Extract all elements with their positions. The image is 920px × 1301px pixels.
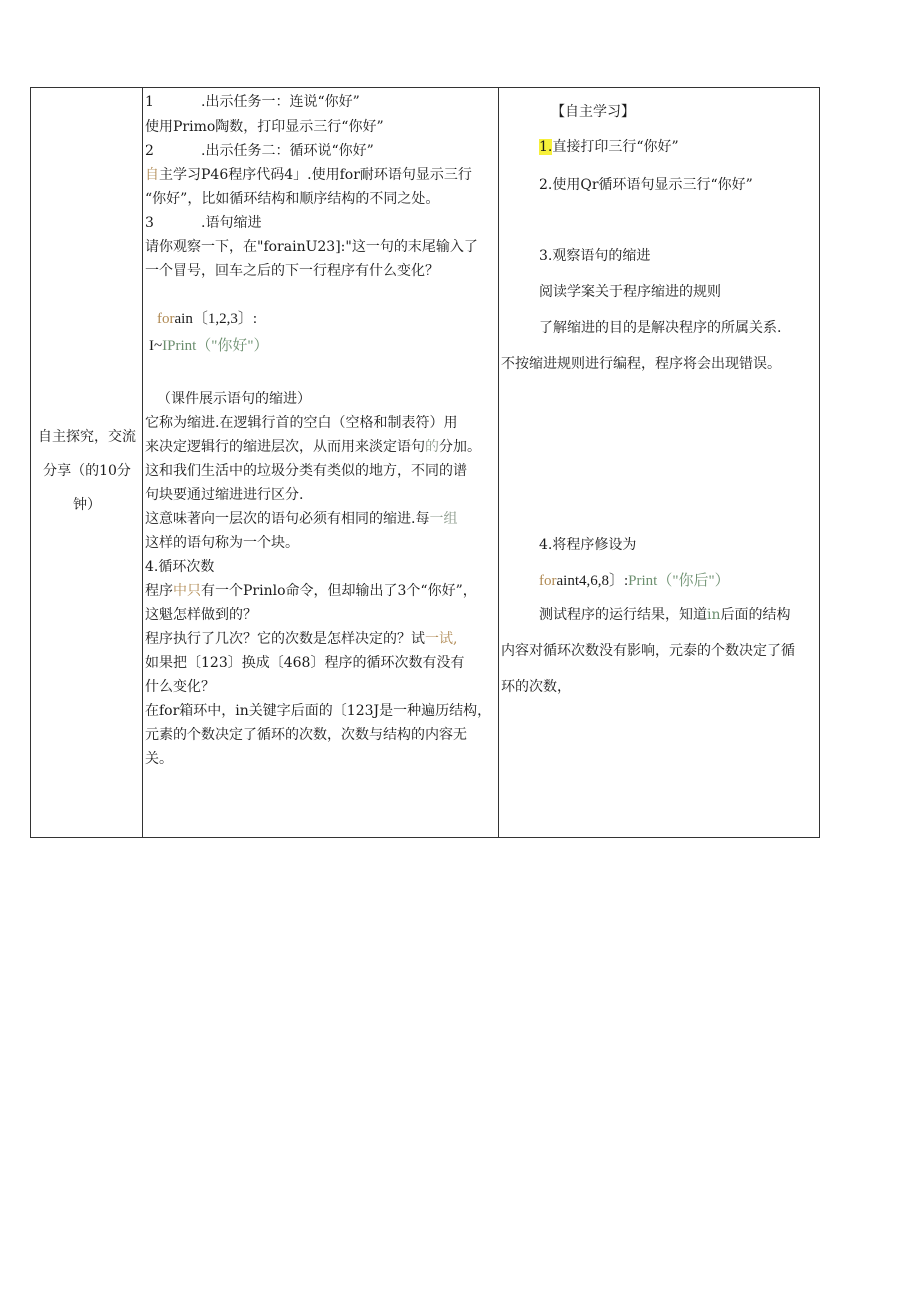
student-step-4-line: 内容对循环次数没有影响，元泰的个数决定了循 [501, 643, 795, 659]
indent-paragraph-line: 它称为缩进.在逻辑行首的空白（空格和制表符）用 [145, 415, 458, 431]
loop-paragraph-line [145, 581, 477, 601]
courseware-note: （课件展示语句的缩进） [157, 391, 311, 407]
task-title: .语句缩进 [201, 215, 262, 231]
student-step-4-line [539, 605, 791, 625]
code-text: ain [556, 573, 575, 589]
text-run: 这意味著向一层次的语句必须有相同的缩进.每 [145, 511, 430, 527]
task-number: 1 [145, 94, 154, 110]
task-1-desc: 使用Primo陶数，打印显示三行“你好” [145, 119, 384, 135]
faded-text: 自 [145, 167, 159, 183]
code-text: t4,6,8〕: [574, 573, 629, 589]
task-3-title [145, 213, 261, 233]
faded-text: 一试, [425, 631, 458, 647]
faded-text: 中只 [173, 583, 201, 599]
text-run: 测试程序的运行结果，知道 [539, 607, 707, 623]
student-step-3-line: 阅读学案关于程序缩进的规则 [539, 284, 721, 300]
code-call: IPrint（"你好"） [162, 338, 269, 354]
code-text: ain [174, 311, 193, 327]
text-run: 后面的结构 [720, 607, 791, 623]
task-2-desc-line [145, 165, 472, 185]
loop-paragraph-line: 关。 [145, 751, 173, 767]
section-label-line: 自主探究，交流 [38, 429, 136, 445]
student-step-3: 3.观察语句的缩进 [539, 248, 651, 264]
text-run: 程序执行了几次？它的次数是怎样决定的？试 [145, 631, 425, 647]
loop-paragraph-line: 元素的个数决定了循环的次数，次数与结构的内容无 [145, 727, 467, 743]
student-step-3-line: 了解缩进的目的是解决程序的所属关系. [539, 320, 782, 336]
text-run: 程序 [145, 583, 173, 599]
task-number: 2 [145, 143, 154, 159]
task-number: 3 [145, 215, 154, 231]
text-run: 分加。 [439, 439, 481, 455]
code-call: Print（"你后"） [628, 573, 730, 589]
loop-paragraph-line: 如果把〔123〕换成〔468〕程序的循环次数有没有 [145, 655, 465, 671]
student-code-line [539, 571, 730, 591]
text-run: 直接打印三行“你好” [552, 139, 679, 155]
indent-paragraph-line [145, 437, 481, 457]
highlighted-number: 1. [539, 139, 553, 155]
loop-paragraph-line: 在for箱环中，in关键字后面的〔123J是一种遍历结构， [145, 703, 492, 719]
text-run: 来决定逻辑行的缩进层次，从而用来淡定语句 [145, 439, 425, 455]
task-3-desc-line: 请你观察一下，在"forainU23]:"这一句的末尾输入了 [145, 239, 478, 255]
lesson-table [30, 87, 820, 838]
loop-paragraph-line: 什么变化？ [145, 679, 215, 695]
section-column [31, 88, 143, 837]
self-study-heading: 【自主学习】 [551, 104, 635, 120]
task-1-title [145, 92, 360, 112]
indent-paragraph-line: 这样的语句称为一个块。 [145, 535, 299, 551]
teacher-activity-column [143, 88, 499, 837]
faded-text: 的 [425, 439, 439, 455]
student-step-4: 4.将程序修设为 [539, 537, 637, 553]
faded-text: in [707, 607, 721, 623]
student-step-3-line: 不按缩进规则进行编程，程序将会出现错误。 [501, 356, 781, 372]
task-3-desc-line: 一个冒号，回车之后的下一行程序有什么变化？ [145, 263, 439, 279]
loop-paragraph-line: 这魁怎样做到的？ [145, 607, 257, 623]
student-step-4-line: 环的次数， [501, 679, 571, 695]
student-activity-column [499, 88, 819, 837]
task-title: .出示任务一：连说“你好” [201, 94, 360, 110]
section-label [31, 420, 143, 522]
text-run: 有一个Prinlo命令，但却输出了3个“你好”， [201, 583, 477, 599]
task-4-title: 4.循环次数 [145, 559, 215, 575]
indent-paragraph-line: 句块要通过缩进进行区分. [145, 487, 304, 503]
task-title: .出示任务二：循环说“你好” [201, 143, 374, 159]
code-keyword: for [157, 311, 175, 327]
student-step-1 [539, 137, 679, 157]
section-label-line: 钟） [73, 497, 101, 513]
indent-paragraph-line: 这和我们生活中的垃圾分类有类似的地方，不同的谱 [145, 463, 467, 479]
code-line-print [149, 336, 269, 356]
text-run: 主学习P46程序代码4」.使用for耐环语句显示三行 [159, 167, 472, 183]
section-label-line: 分享（的10分 [43, 463, 131, 479]
loop-paragraph-line [145, 629, 457, 649]
code-line-for [157, 309, 257, 329]
task-2-title [145, 141, 374, 161]
indent-paragraph-line [145, 509, 457, 529]
student-step-2: 2.使用Qr循环语句显示三行“你好” [539, 177, 753, 193]
faded-text: 一组 [429, 511, 458, 527]
code-keyword: for [539, 573, 557, 589]
code-text: I~ [149, 338, 163, 354]
code-text: 〔1,2,3〕: [192, 311, 257, 327]
task-2-desc-line: “你好”，比如循环结构和顺序结构的不同之处。 [145, 191, 440, 207]
